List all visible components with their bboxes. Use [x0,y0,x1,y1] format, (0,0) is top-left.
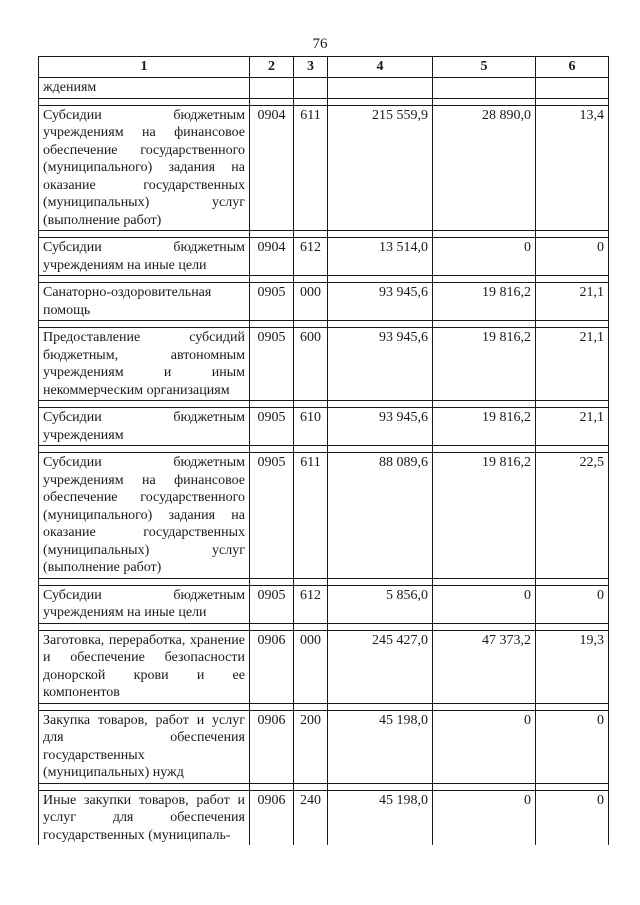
row-name: Субсидии бюджетным учреждениям на финансовое обеспечение государственного (муниципального) задания на оказание государственных (муниципальных) услуг (выполнение работ) [39,453,250,579]
row-executed-amount: 19 816,2 [433,408,536,446]
row-expense-type: 611 [294,453,328,579]
row-name: Санаторно-оздоровительная помощь [39,283,250,321]
row-planned-amount: 215 559,9 [328,105,433,231]
table-row [39,238,609,276]
row-planned-amount: 5 856,0 [328,585,433,623]
row-percent: 0 [536,790,609,845]
row-section-code: 0906 [250,710,294,783]
header-col-4: 4 [328,57,433,78]
row-percent: 0 [536,710,609,783]
row-expense-type: 612 [294,585,328,623]
budget-table [38,56,609,845]
page-number: 76 [312,36,328,52]
row-percent: 21,1 [536,283,609,321]
row-gap [39,321,609,328]
row-name: Иные закупки товаров, работ и услуг для обеспечения государственных (муниципаль- [39,790,250,845]
row-gap [39,98,609,105]
table-row [39,585,609,623]
row-section-code [250,78,294,99]
table-row [39,453,609,579]
row-expense-type: 000 [294,283,328,321]
table-row [39,283,609,321]
row-executed-amount: 0 [433,710,536,783]
row-expense-type: 612 [294,238,328,276]
row-expense-type: 240 [294,790,328,845]
row-section-code: 0906 [250,630,294,703]
row-percent: 0 [536,238,609,276]
row-gap [39,401,609,408]
row-name: Субсидии бюджетным учреждениям на финансовое обеспечение государственного (муниципального) задания на оказание государственных (муниципальных) услуг (выполнение работ) [39,105,250,231]
row-section-code: 0905 [250,283,294,321]
row-planned-amount: 93 945,6 [328,328,433,401]
row-percent: 0 [536,585,609,623]
row-name: Субсидии бюджетным учреждениям на иные цели [39,238,250,276]
row-planned-amount: 88 089,6 [328,453,433,579]
row-expense-type: 000 [294,630,328,703]
row-section-code: 0904 [250,238,294,276]
table-row [39,790,609,845]
row-name: Закупка товаров, работ и услуг для обеспечения государственных (муниципальных) нужд [39,710,250,783]
row-percent: 13,4 [536,105,609,231]
row-gap [39,578,609,585]
row-planned-amount: 93 945,6 [328,283,433,321]
row-name: ждениям [39,78,250,99]
row-section-code: 0905 [250,408,294,446]
row-percent: 22,5 [536,453,609,579]
row-section-code: 0904 [250,105,294,231]
row-executed-amount: 19 816,2 [433,283,536,321]
table-header-row [39,57,609,78]
row-gap [39,231,609,238]
row-gap [39,276,609,283]
row-planned-amount: 93 945,6 [328,408,433,446]
header-col-5: 5 [433,57,536,78]
row-planned-amount: 245 427,0 [328,630,433,703]
row-executed-amount: 47 373,2 [433,630,536,703]
row-expense-type: 600 [294,328,328,401]
header-col-3: 3 [294,57,328,78]
row-planned-amount [328,78,433,99]
row-name: Субсидии бюджетным учреждениям на иные цели [39,585,250,623]
header-col-2: 2 [250,57,294,78]
table-row [39,630,609,703]
header-col-1: 1 [39,57,250,78]
row-name: Предоставление субсидий бюджетным, автономным учреждениям и иным некоммерческим организациям [39,328,250,401]
row-section-code: 0905 [250,585,294,623]
row-percent [536,78,609,99]
row-section-code: 0905 [250,328,294,401]
header-col-6: 6 [536,57,609,78]
row-percent: 19,3 [536,630,609,703]
row-expense-type: 611 [294,105,328,231]
row-gap [39,446,609,453]
row-planned-amount: 13 514,0 [328,238,433,276]
row-executed-amount [433,78,536,99]
row-expense-type: 610 [294,408,328,446]
row-executed-amount: 28 890,0 [433,105,536,231]
row-percent: 21,1 [536,408,609,446]
table-row [39,328,609,401]
row-executed-amount: 0 [433,790,536,845]
row-gap [39,703,609,710]
row-section-code: 0905 [250,453,294,579]
row-name: Субсидии бюджетным учреждениям [39,408,250,446]
row-gap [39,623,609,630]
row-name: Заготовка, переработка, хранение и обеспечение безопасности донорской крови и ее компонентов [39,630,250,703]
row-executed-amount: 0 [433,585,536,623]
row-executed-amount: 19 816,2 [433,453,536,579]
table-row [39,408,609,446]
row-executed-amount: 19 816,2 [433,328,536,401]
row-expense-type [294,78,328,99]
row-planned-amount: 45 198,0 [328,710,433,783]
row-section-code: 0906 [250,790,294,845]
row-planned-amount: 45 198,0 [328,790,433,845]
row-expense-type: 200 [294,710,328,783]
row-percent: 21,1 [536,328,609,401]
row-gap [39,783,609,790]
table-row [39,710,609,783]
table-row [39,105,609,231]
table-row [39,78,609,99]
row-executed-amount: 0 [433,238,536,276]
